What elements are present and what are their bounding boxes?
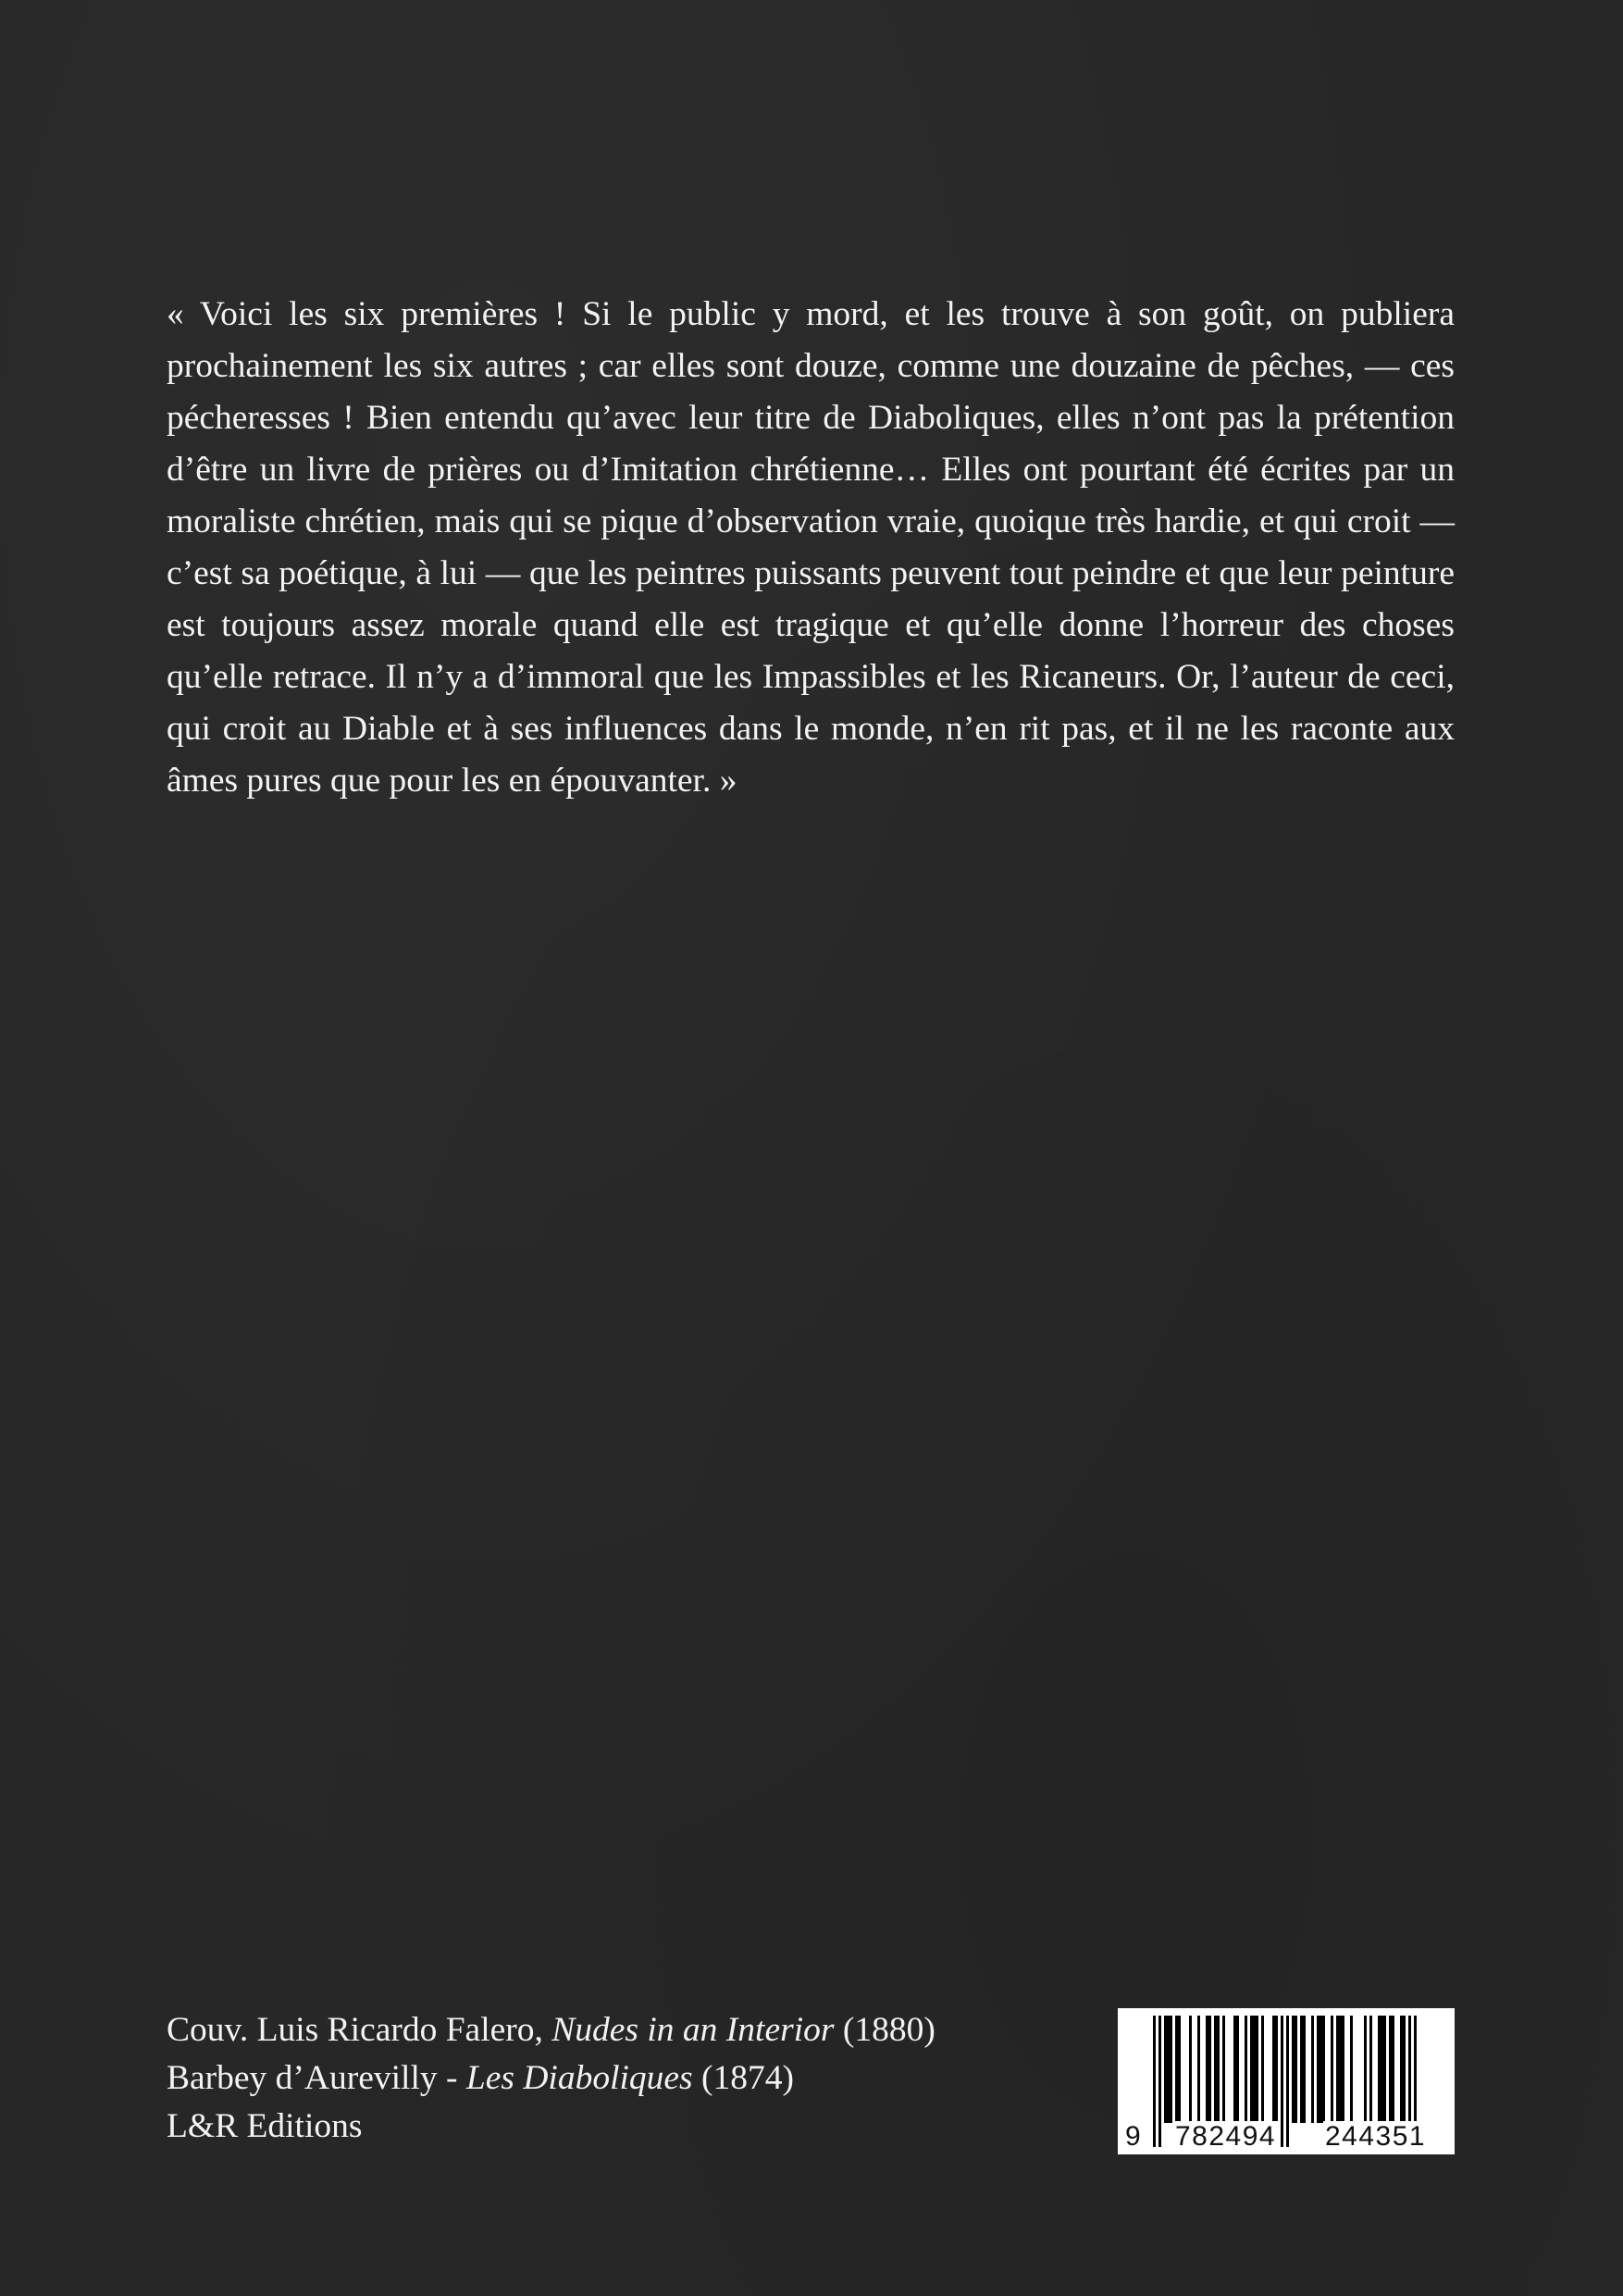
credits-block xyxy=(167,2006,1092,2151)
barcode-bar xyxy=(1275,2016,1278,2123)
book-year: (1874) xyxy=(692,2059,795,2097)
blurb-text: « Voici les six premières ! Si le public y mord, et les trouve à son goût, on publiera prochainement les six autres ; car elles sont douze, comme une douzaine de pêches, — ces pécheresses ! Bien entendu qu’avec leur titre de Diaboliques, elles n’ont pas la prétention d’être un livre de prières ou d’Imitation chrétienne… Elles ont pourtant été écrites par un moraliste chrétien, mais qui se pique d’observation vraie, quoique très hardie, et qui croit — c’est sa poétique, à lui — que les peintres puissants peuvent tout peindre et que leur peinture est toujours assez morale quand elle est tragique et qu’elle donne l’horreur des choses qu’elle retrace. Il n’y a d’immoral que les Impassibles et les Ricaneurs. Or, l’auteur de ceci, qui croit au Diable et à ses influences dans le monde, n’en rit pas, et il ne les raconte aux âmes pures que pour les en épouvanter. » xyxy=(167,295,1455,800)
barcode-bar xyxy=(1378,2016,1381,2123)
barcode-bar xyxy=(1197,2016,1200,2123)
barcode-bar xyxy=(1167,2016,1170,2123)
barcode-bar xyxy=(1381,2016,1383,2123)
barcode-bar xyxy=(1261,2016,1264,2123)
cover-artwork-title: Nudes in an Interior xyxy=(551,2011,835,2049)
barcode-bar xyxy=(1208,2016,1211,2123)
barcode-bar xyxy=(1217,2016,1220,2123)
cover-credit-prefix: Couv. Luis Ricardo Falero, xyxy=(167,2011,552,2049)
cover-credit-line xyxy=(167,2006,1092,2054)
barcode-bar xyxy=(1236,2016,1239,2123)
barcode-bar xyxy=(1364,2016,1367,2123)
barcode-bar xyxy=(1331,2016,1333,2123)
barcode-bar xyxy=(1250,2016,1253,2123)
barcode-bar xyxy=(1245,2016,1247,2123)
barcode-bar xyxy=(1383,2016,1386,2123)
barcode-number xyxy=(1118,2121,1455,2153)
cover-artwork-year: (1880) xyxy=(834,2011,935,2049)
barcode-bar xyxy=(1392,2016,1394,2123)
barcode-bar xyxy=(1311,2016,1314,2123)
barcode-bar xyxy=(1233,2016,1236,2123)
barcode-bar xyxy=(1319,2016,1322,2123)
barcode-bar xyxy=(1389,2016,1392,2123)
book-author: Barbey d’Aurevilly - xyxy=(167,2059,466,2097)
barcode-bar xyxy=(1369,2016,1372,2123)
barcode-bar xyxy=(1214,2016,1217,2123)
barcode-bar xyxy=(1253,2016,1256,2123)
book-title: Les Diaboliques xyxy=(465,2059,693,2097)
barcode-bar xyxy=(1189,2016,1192,2123)
publisher-name: L&R Editions xyxy=(167,2107,363,2145)
barcode-bar xyxy=(1300,2016,1303,2123)
barcode-bar xyxy=(1303,2016,1306,2123)
barcode-bar xyxy=(1272,2016,1275,2123)
barcode-bar xyxy=(1164,2016,1167,2123)
book-credit-line xyxy=(167,2054,1092,2103)
barcode-bar xyxy=(1342,2016,1344,2123)
barcode-bar xyxy=(1170,2016,1172,2123)
barcode-bar xyxy=(1292,2016,1295,2123)
barcode-bar xyxy=(1206,2016,1208,2123)
barcode-bar xyxy=(1175,2016,1178,2123)
barcode-bar xyxy=(1403,2016,1406,2123)
barcode-bar xyxy=(1336,2016,1339,2123)
barcode-bar xyxy=(1400,2016,1403,2123)
isbn-barcode xyxy=(1118,2008,1455,2154)
barcode-bar xyxy=(1178,2016,1181,2123)
barcode-left-group: 782494 xyxy=(1175,2121,1277,2152)
barcode-bar xyxy=(1256,2016,1258,2123)
barcode-bar xyxy=(1322,2016,1325,2123)
barcode-first-digit: 9 xyxy=(1125,2121,1141,2152)
barcode-bar xyxy=(1317,2016,1319,2123)
barcode-bar xyxy=(1339,2016,1342,2123)
barcode-bar xyxy=(1222,2016,1225,2123)
barcode-bar xyxy=(1350,2016,1353,2123)
barcode-bar xyxy=(1295,2016,1297,2123)
barcode-right-group: 244351 xyxy=(1325,2121,1427,2152)
